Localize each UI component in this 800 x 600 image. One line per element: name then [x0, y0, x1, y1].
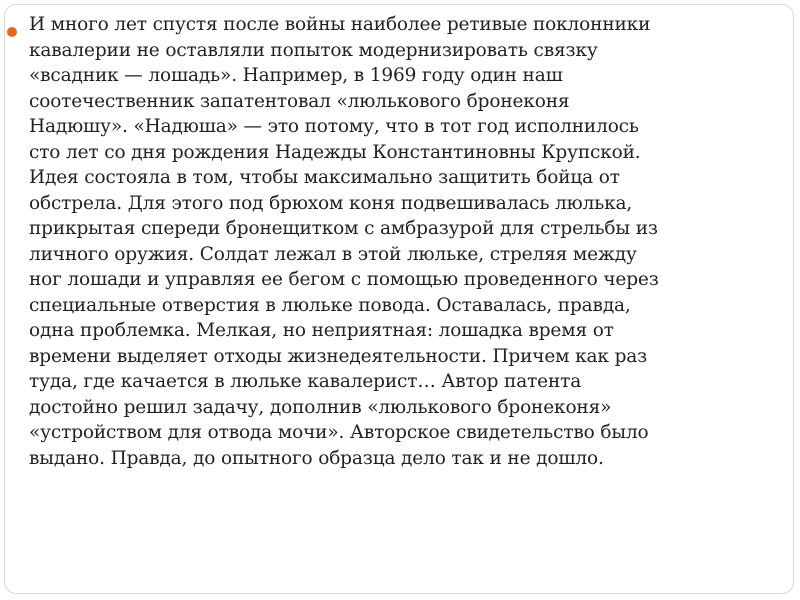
- text-line: соотечественник запатентовал «люлькового бронеконя: [29, 90, 570, 112]
- text-line: «всадник — лошадь». Например, в 1969 году один наш: [29, 65, 563, 86]
- text-line: кавалерии не оставляли попыток модернизировать связку: [29, 39, 598, 61]
- text-line: И много лет спустя после войны наиболее ретивые поклонники: [29, 14, 651, 35]
- text-line: туда, где качается в люльке кавалерист… Автор патента: [29, 371, 582, 392]
- body-text: [29, 12, 791, 471]
- bullet-icon: [7, 27, 17, 37]
- text-line: Надюшу». «Надюша» — это потому, что в тот год исполнилось: [29, 116, 639, 137]
- text-line: достойно решил задачу, дополнив «люлькового бронеконя»: [29, 396, 612, 418]
- text-line: специальные отверстия в люльке повода. Оставалась, правда,: [29, 294, 631, 316]
- text-line: обстрела. Для этого под брюхом коня подвешивалась люлька,: [29, 192, 633, 214]
- text-line: времени выделяет отходы жизнедеятельности. Причем как раз: [29, 345, 648, 367]
- text-line: одна проблемка. Мелкая, но неприятная: лошадка время от: [29, 320, 614, 341]
- text-line: выдано. Правда, до опытного образца дело так и не дошло.: [29, 447, 604, 469]
- text-line: сто лет со дня рождения Надежды Константиновны Крупской.: [29, 141, 641, 163]
- text-line: прикрытая спереди бронещитком с амбразурой для стрельбы из: [29, 218, 658, 239]
- text-line: ног лошади и управляя ее бегом с помощью проведенного через: [29, 269, 659, 290]
- text-line: «устройством для отвода мочи». Авторское свидетельство было: [29, 422, 649, 443]
- text-line: личного оружия. Солдат лежал в этой люльке, стреляя между: [29, 243, 637, 265]
- text-line: Идея состояла в том, чтобы максимально защитить бойца от: [29, 167, 620, 188]
